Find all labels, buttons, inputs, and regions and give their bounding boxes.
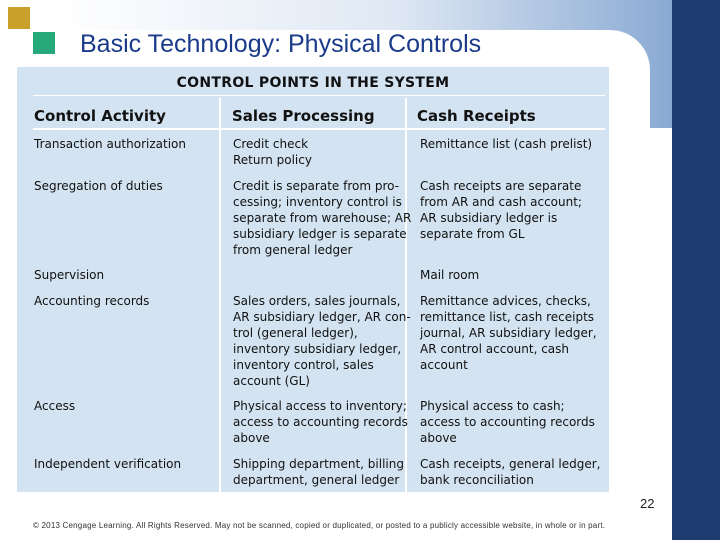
table-cell: Physical access to cash; access to accounting records above xyxy=(420,399,595,445)
table-cell: Supervision xyxy=(34,268,105,282)
header-sales-processing: Sales Processing xyxy=(232,107,375,125)
copyright-footer: © 2013 Cengage Learning. All Rights Reserved. May not be scanned, copied or duplicated, or posted to a publicly accessible website, in whole or in part. xyxy=(33,521,606,530)
table-cell: Mail room xyxy=(420,268,480,282)
table-title: CONTROL POINTS IN THE SYSTEM xyxy=(176,75,450,91)
header-divider xyxy=(33,128,605,130)
table-cell: Cash receipts are separate from AR and cash account; AR subsidiary ledger is separate from GL xyxy=(420,179,582,241)
right-navy-bar xyxy=(672,0,720,540)
table-cell: Sales orders, sales journals, AR subsidiary ledger, AR con- trol (general ledger), inventory subsidiary ledger, inventory control, sales account (GL) xyxy=(233,294,411,388)
table-cell: Physical access to inventory; access to accounting records above xyxy=(233,399,408,445)
header-control-activity: Control Activity xyxy=(34,107,166,125)
table-cell: Segregation of duties xyxy=(34,179,163,193)
control-points-table xyxy=(17,67,609,492)
table-cell: Credit check Return policy xyxy=(233,137,312,167)
table-cell: Access xyxy=(34,399,76,413)
table-cell: Shipping department, billing department, general ledger xyxy=(233,457,404,487)
table-cell: Cash receipts, general ledger, bank reconciliation xyxy=(420,457,601,487)
table-cell: Accounting records xyxy=(34,294,150,308)
green-square-decoration xyxy=(33,32,55,54)
table-cell: Transaction authorization xyxy=(34,137,186,151)
gold-square-decoration xyxy=(8,7,30,29)
slide-title: Basic Technology: Physical Controls xyxy=(80,30,482,58)
table-title-divider xyxy=(33,95,605,96)
table-cell: Independent verification xyxy=(34,457,182,471)
header-cash-receipts: Cash Receipts xyxy=(417,107,536,125)
column-divider xyxy=(219,98,221,492)
table-cell: Remittance advices, checks, remittance list, cash receipts journal, AR subsidiary ledger, AR control account, cash account xyxy=(420,294,597,372)
page-number: 22 xyxy=(640,496,655,511)
table-cell: Credit is separate from pro- cessing; inventory control is separate from warehouse; AR subsidiary ledger is separate from general ledger xyxy=(233,179,412,257)
table-cell: Remittance list (cash prelist) xyxy=(420,137,593,151)
